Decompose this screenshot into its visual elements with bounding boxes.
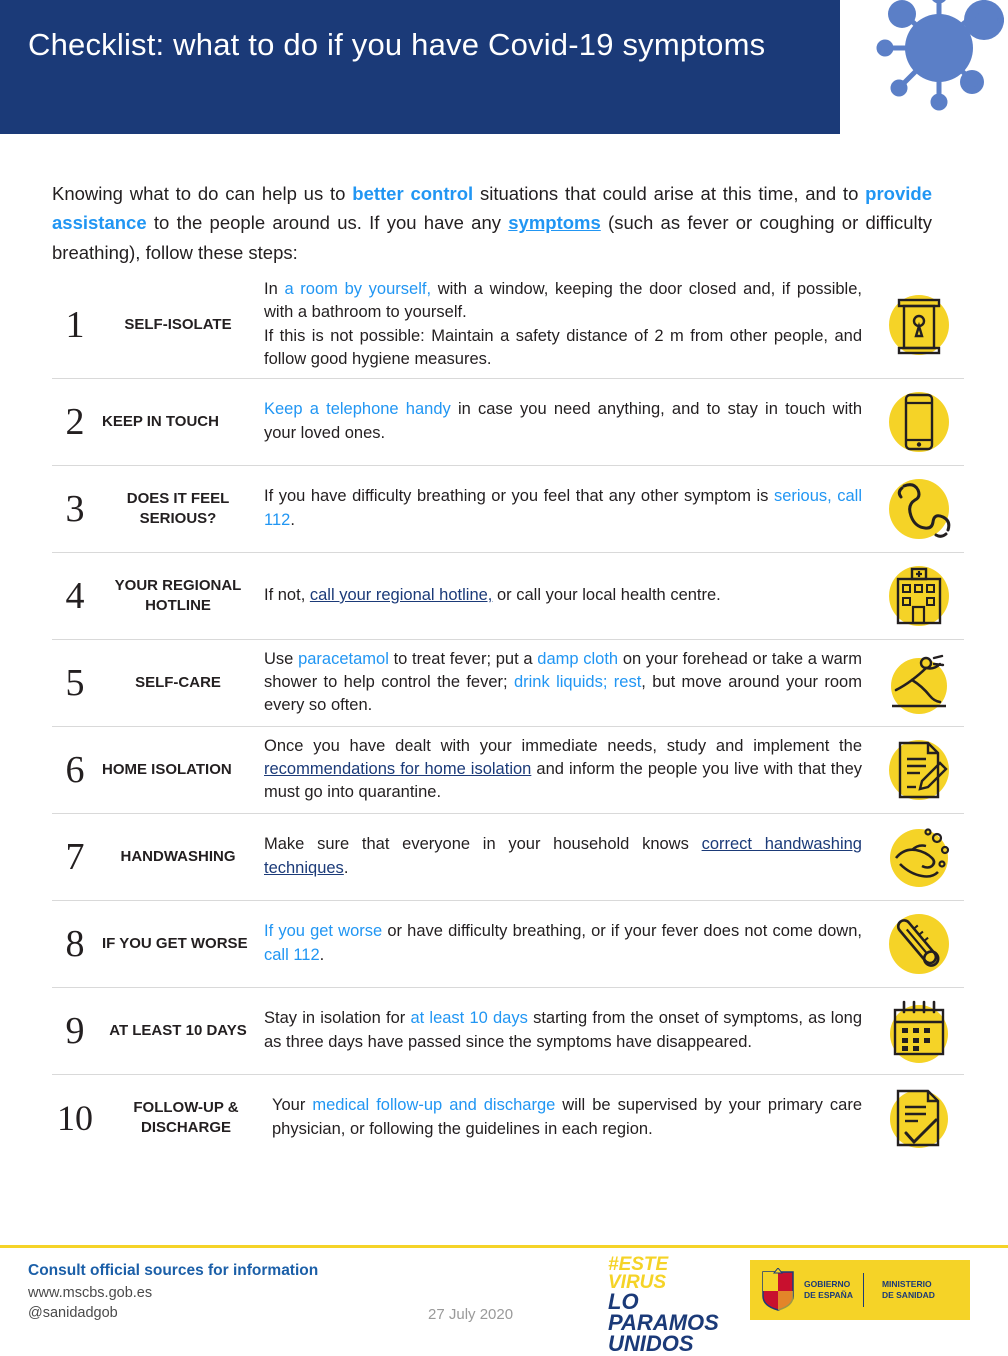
step-number: 5 [65,661,85,704]
step-title: IF YOU GET WORSE [102,934,248,952]
text-run: Make sure that everyone in your household knows [264,835,702,854]
intro-highlight-symptoms[interactable]: symptoms [508,212,601,234]
step-body [258,584,874,607]
intro-text-3: to the people around us. If you have any [146,212,509,234]
step-number: 4 [65,574,85,617]
home-isolation-recommendations-link[interactable]: recommendations for home isolation [264,759,532,778]
checklist-row [52,552,964,639]
text-run: , but move around your room every so often. [264,672,862,715]
slogan-line-5: UNIDOS [608,1330,694,1356]
text-run-highlight: call 112 [264,945,320,964]
text-run-highlight: damp cloth [537,649,619,668]
step-body [258,920,874,967]
mobile-phone-icon [874,385,964,459]
text-run: . [290,510,295,529]
text-run: . [319,945,325,964]
ministry-line-1: MINISTERIO [881,1278,932,1289]
step-title: KEEP IN TOUCH [102,412,219,430]
intro-text-2: situations that could arise at this time, and to [473,182,866,204]
step-body [258,278,874,372]
text-run-highlight: medical follow-up and discharge [312,1096,556,1115]
gov-line-2: DE ESPAÑA [804,1290,853,1300]
step-body [258,398,874,445]
regional-hotline-link[interactable]: call your regional hotline, [309,585,493,604]
step-number: 7 [65,835,85,878]
step-title: DOES IT FEEL SERIOUS? [126,490,230,527]
text-run: to treat fever; put a [388,649,538,668]
checklist-row [52,465,964,552]
text-run: If this is not possible: Maintain a safety distance of 2 m from other people, and follow good hygiene measures. [264,326,862,369]
checklist-row [52,726,964,813]
footer-consult-label: Consult official sources for information [28,1262,319,1279]
step-title: SELF-CARE [135,673,221,691]
text-run: Your [272,1096,313,1115]
slogan-line-4: PARAMOS [608,1309,719,1335]
intro-text-4: (such as fever or coughing or difficulty breathing), follow these steps: [52,212,933,264]
checklist-row [52,813,964,900]
text-run-highlight: drink liquids; rest [513,672,642,691]
intro-text-1: Knowing what to do can help us to [52,182,353,204]
step-title: FOLLOW-UP & DISCHARGE [133,1099,239,1136]
step-number: 8 [65,922,85,965]
intro-paragraph [52,179,932,269]
footer-social-handle[interactable]: @sanidadgob [28,1304,118,1321]
checklist-row [52,378,964,465]
calendar-icon [874,994,964,1068]
door-icon [874,288,964,362]
checklist-row [52,900,964,987]
thermometer-icon [874,907,964,981]
text-run: in case you need anything, and to stay in touch with your loved ones. [264,400,862,442]
step-number: 10 [57,1097,93,1138]
step-body [266,1094,874,1141]
step-number: 3 [65,487,85,530]
step-body [258,485,874,532]
text-run-highlight: Keep a telephone handy [264,400,451,419]
step-body [258,648,874,718]
step-title: HANDWASHING [120,847,236,865]
spain-coat-of-arms-icon [760,1268,796,1312]
ministry-label [882,1279,935,1302]
text-run-highlight: a room by yourself, [284,280,432,298]
text-run: If not, [264,585,310,604]
checklist-row [52,272,964,378]
text-run: starting from the onset of symptoms, as long as three days have passed since the symptoms have disappeared. [264,1009,863,1051]
checked-document-icon [874,1081,964,1155]
intro-highlight-provide-assistance: provide assistance [52,182,932,234]
text-run: will be supervised by your primary care physician, or following the guidelines in each region. [272,1096,862,1138]
intro-highlight-better-control: better control [352,182,474,204]
text-run-highlight: serious, call 112 [264,487,862,529]
text-run: on your forehead or take a warm shower to help control the fever; [264,649,862,691]
step-number: 2 [65,400,85,443]
text-run-highlight: paracetamol [298,649,389,668]
step-number: 1 [65,303,85,346]
step-number: 9 [65,1009,85,1052]
step-body [258,833,874,880]
ministry-line-2: DE SANIDAD [881,1290,935,1300]
logo-divider [863,1273,864,1307]
stretching-person-icon [874,646,964,720]
hospital-icon [874,559,964,633]
step-body [258,1007,874,1054]
telephone-handset-icon [874,472,964,546]
handwashing-techniques-link[interactable]: correct handwashing techniques [264,835,862,877]
government-logo [750,1260,970,1320]
page-footer [0,1245,1008,1356]
step-body [258,735,874,805]
slogan-line-2: VIRUS [608,1272,667,1294]
text-run: or have difficulty breathing, or if your fever does not come down, [382,922,862,941]
washing-hands-icon [874,820,964,894]
step-title: YOUR REGIONAL HOTLINE [114,577,242,614]
text-run: Stay in isolation for [264,1009,411,1028]
coronavirus-decoration-icon [834,0,1004,136]
footer-website-link[interactable]: www.mscbs.gob.es [28,1285,153,1301]
slogan-line-1: #ESTE [608,1254,669,1275]
text-run: . [343,858,349,877]
footer-date: 27 July 2020 [428,1306,514,1323]
gov-line-1: GOBIERNO [804,1278,851,1289]
government-label [804,1279,853,1302]
checklist-row [52,1074,964,1161]
checklist [52,272,964,1161]
page-header [0,0,840,134]
footer-sources [28,1262,318,1323]
text-run: Use [264,649,299,668]
page-title: Checklist: what to do if you have Covid-19 symptoms [28,27,766,62]
text-run-highlight: at least 10 days [410,1009,528,1028]
text-run: or call your local health centre. [492,585,721,604]
text-run-highlight: If you get worse [264,922,383,941]
text-run: and inform the people you live with that they must go into quarantine. [264,759,862,802]
step-title: SELF-ISOLATE [124,316,232,334]
slogan-line-3: LO [608,1289,639,1315]
step-title: AT LEAST 10 DAYS [109,1021,247,1039]
step-number: 6 [65,748,85,791]
text-run: Once you have dealt with your immediate needs, study and implement the [264,736,862,755]
text-run: In [264,280,285,298]
checklist-row [52,639,964,726]
document-pencil-icon [874,733,964,807]
step-title: HOME ISOLATION [102,760,232,778]
text-run: If you have difficulty breathing or you feel that any other symptom is [264,487,774,506]
text-run: with a window, keeping the door closed and, if possible, with a bathroom to yourself. [264,280,862,322]
campaign-slogan [608,1256,719,1355]
checklist-row [52,987,964,1074]
